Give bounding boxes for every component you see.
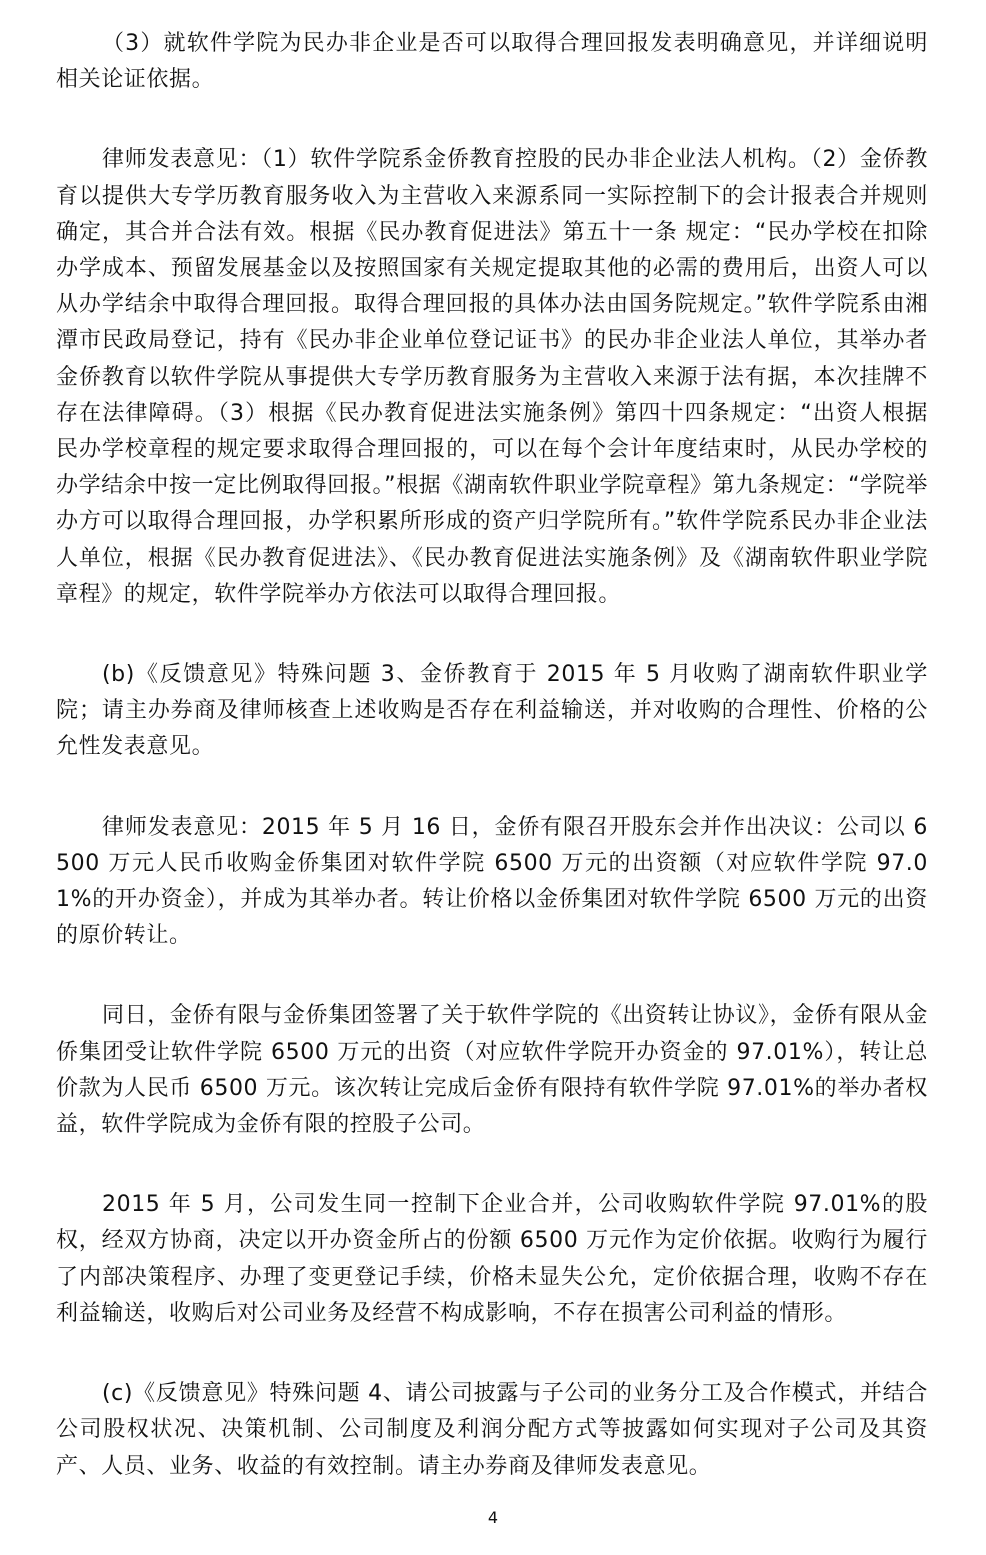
paragraph-same-day-transfer: 同日，金侨有限与金侨集团签署了关于软件学院的《出资转让协议》，金侨有限从金侨集团受让软件学院 6500 万元的出资（对应软件学院开办资金的 97.01%），转让总价款为人民币 6500 万元。该次转让完成后金侨有限持有软件学院 97.01%的举办者权益，软件学院成为金侨有限的控股子公司。 [56, 1003, 928, 1138]
paragraph-merger: 2015 年 5 月，公司发生同一控制下企业合并，公司收购软件学院 97.01%的股权，经双方协商，决定以开办资金所占的份额 6500 万元作为定价依据。收购行为履行了内部决策程序、办理了变更登记手续，价格未显失公允，定价依据合理，收购不存在利益输送，收购后对公司业务及经营不构成影响，不存在损害公司利益的情形。 [56, 1192, 928, 1326]
paragraph-question-b: (b)《反馈意见》特殊问题 3、金侨教育于 2015 年 5 月收购了湖南软件职业学院；请主办券商及律师核查上述收购是否存在利益输送，并对收购的合理性、价格的公允性发表意见。 [56, 662, 928, 760]
paragraph-lawyer-opinion-2: 律师发表意见：2015 年 5 月 16 日，金侨有限召开股东会并作出决议：公司以 6500 万元人民币收购金侨集团对软件学院 6500 万元的出资额（对应软件学院 97.01%的开办资金），并成为其举办者。转让价格以金侨集团对软件学院 6500 万元的出资的原价转让。 [56, 814, 928, 949]
paragraph-question-c: (c)《反馈意见》特殊问题 4、请公司披露与子公司的业务分工及合作模式，并结合公司股权状况、决策机制、公司制度及利润分配方式等披露如何实现对子公司及其资产、人员、业务、收益的有效控制。请主办券商及律师发表意见。 [56, 1381, 928, 1479]
paragraph-question-3: （3）就软件学院为民办非企业是否可以取得合理回报发表明确意见，并详细说明相关论证依据。 [56, 31, 928, 93]
page-number: 4 [487, 1508, 499, 1527]
paragraph-lawyer-opinion-1: 律师发表意见：（1）软件学院系金侨教育控股的民办非企业法人机构。（2）金侨教育以提供大专学历教育服务收入为主营收入来源系同一实际控制下的会计报表合并规则确定，其合并合法有效。根据《民办教育促进法》第五十一条 规定：“民办学校在扣除办学成本、预留发展基金以及按照国家有关规定提取其他的必需的费用后，出资人可以从办学结余中取得合理回报。取得合理回报的具体办法由国务院规定。”软件学院系由湘潭市民政局登记，持有《民办非企业单位登记证书》的民办非企业法人单位，其举办者金侨教育以软件学院从事提供大专学历教育服务为主营收入来源于法有据，本次挂牌不存在法律障碍。（3）根据《民办教育促进法实施条例》第四十四条规定：“出资人根据民办学校章程的规定要求取得合理回报的，可以在每个会计年度结束时，从民办学校的办学结余中按一定比例取得回报。”根据《湖南软件职业学院章程》第九条规定：“学院举办方可以取得合理回报，办学积累所形成的资产归学院所有。”软件学院系民办非企业法人单位，根据《民办教育促进法》、《民办教育促进法实施条例》及《湖南软件职业学院章程》的规定，软件学院举办方依法可以取得合理回报。 [56, 147, 928, 607]
document-page [56, 26, 928, 1485]
